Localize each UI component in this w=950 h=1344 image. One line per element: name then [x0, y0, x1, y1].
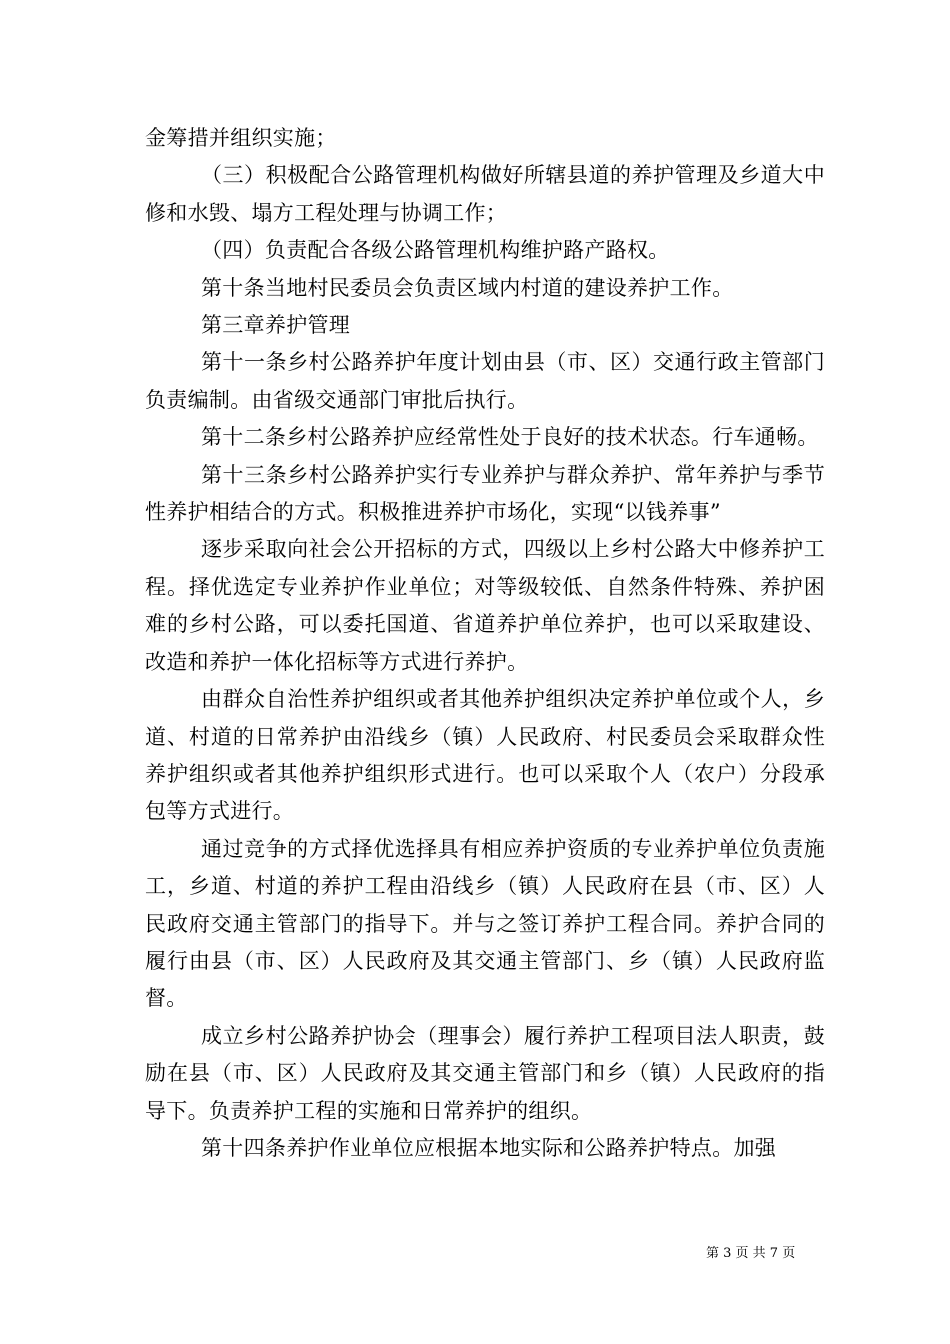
paragraph-13: 第十四条养护作业单位应根据本地实际和公路养护特点。加强 — [201, 1135, 777, 1160]
paragraph-6: 第十一条乡村公路养护年度计划由县（市、区）交通行政主管部门负责编制。由省级交通部门审批后执行。 — [145, 350, 825, 412]
paragraph-7: 第十二条乡村公路养护应经常性处于良好的技术状态。行车通畅。 — [201, 425, 819, 450]
chapter-heading: 第三章养护管理 — [201, 313, 351, 338]
body-text — [145, 120, 825, 1167]
paragraph-8: 第十三条乡村公路养护实行专业养护与群众养护、常年养护与季节性养护相结合的方式。积极推进养护市场化，实现“以钱养事” — [145, 462, 825, 525]
paragraph-3: （四）负责配合各级公路管理机构维护路产路权。 — [201, 238, 670, 263]
paragraph-4: 第十条当地村民委员会负责区域内村道的建设养护工作。 — [201, 275, 734, 300]
paragraph-1: 金筹措并组织实施； — [145, 126, 337, 150]
paragraph-2: （三）积极配合公路管理机构做好所辖县道的养护管理及乡道大中修和水毁、塌方工程处理与协调工作； — [145, 163, 825, 225]
page-number-footer: 第 3 页 共 7 页 — [706, 1246, 796, 1261]
paragraph-10: 由群众自治性养护组织或者其他养护组织决定养护单位或个人，乡道、村道的日常养护由沿线乡（镇）人民政府、村民委员会采取群众性养护组织或者其他养护组织形式进行。也可以采取个人（农户）分段承包等方式进行。 — [145, 687, 825, 824]
paragraph-9: 逐步采取向社会公开招标的方式，四级以上乡村公路大中修养护工程。择优选定专业养护作业单位；对等级较低、自然条件特殊、养护困难的乡村公路，可以委托国道、省道养护单位养护，也可以采取建设、改造和养护一体化招标等方式进行养护。 — [145, 537, 825, 674]
paragraph-11: 通过竞争的方式择优选择具有相应养护资质的专业养护单位负责施工，乡道、村道的养护工程由沿线乡（镇）人民政府在县（市、区）人民政府交通主管部门的指导下。并与之签订养护工程合同。养护合同的履行由县（市、区）人民政府及其交通主管部门、乡（镇）人民政府监督。 — [145, 836, 825, 1011]
paragraph-12: 成立乡村公路养护协会（理事会）履行养护工程项目法人职责，鼓励在县（市、区）人民政府及其交通主管部门和乡（镇）人民政府的指导下。负责养护工程的实施和日常养护的组织。 — [145, 1023, 825, 1123]
